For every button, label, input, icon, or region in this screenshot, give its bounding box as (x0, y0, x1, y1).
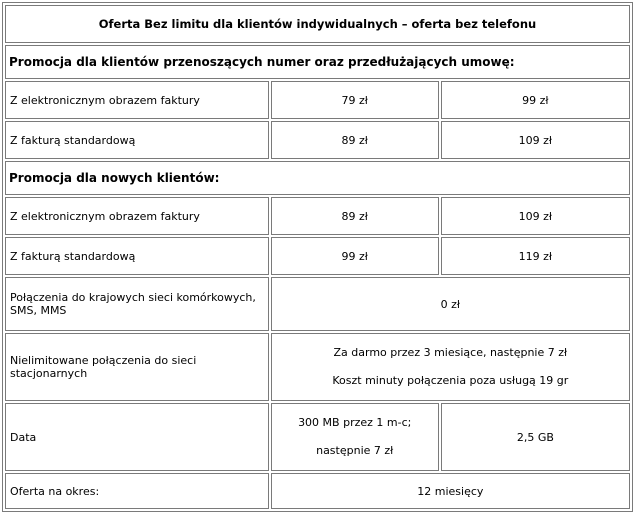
section-heading-existing-clients: Promocja dla klientów przenoszących numer oraz przedłużających umowę: (5, 45, 630, 79)
data-cell-amount: 2,5 GB (441, 403, 630, 471)
section-row (5, 161, 630, 195)
table-row (5, 81, 630, 119)
table-row (5, 277, 630, 331)
price-cell: 89 zł (271, 121, 439, 159)
price-cell: 89 zł (271, 197, 439, 235)
row-label: Nielimitowane połączenia do sieci stacjonarnych (5, 333, 269, 401)
price-cell: 99 zł (441, 81, 630, 119)
data-line: następnie 7 zł (316, 444, 394, 457)
price-cell: 99 zł (271, 237, 439, 275)
table-row (5, 403, 630, 471)
row-label-line: SMS, MMS (10, 304, 67, 317)
landline-line: Koszt minuty połączenia poza usługą 19 gr (332, 374, 569, 387)
title-row (5, 5, 630, 43)
price-cell: 109 zł (441, 197, 630, 235)
table-title: Oferta Bez limitu dla klientów indywidualnych – oferta bez telefonu (5, 5, 630, 43)
mobile-price-cell: 0 zł (271, 277, 630, 331)
offer-table (2, 2, 633, 512)
landline-line: Za darmo przez 3 miesiące, następnie 7 zł (333, 346, 568, 359)
price-cell: 79 zł (271, 81, 439, 119)
row-label: Oferta na okres: (5, 473, 269, 509)
table-row (5, 473, 630, 509)
price-cell: 119 zł (441, 237, 630, 275)
table-row (5, 197, 630, 235)
row-label: Z elektronicznym obrazem faktury (5, 81, 269, 119)
row-label: Z fakturą standardową (5, 237, 269, 275)
section-row (5, 45, 630, 79)
row-label-mobile (5, 277, 269, 331)
row-label: Data (5, 403, 269, 471)
row-label: Z elektronicznym obrazem faktury (5, 197, 269, 235)
landline-cell (271, 333, 630, 401)
table-row (5, 121, 630, 159)
row-label: Z fakturą standardową (5, 121, 269, 159)
data-line: 300 MB przez 1 m-c; (298, 416, 412, 429)
data-cell-promo (271, 403, 439, 471)
offer-table-wrapper (2, 2, 633, 512)
section-heading-new-clients: Promocja dla nowych klientów: (5, 161, 630, 195)
table-row (5, 237, 630, 275)
price-cell: 109 zł (441, 121, 630, 159)
row-label-line: Połączenia do krajowych sieci komórkowych, (10, 291, 256, 304)
period-cell: 12 miesięcy (271, 473, 630, 509)
table-row (5, 333, 630, 401)
